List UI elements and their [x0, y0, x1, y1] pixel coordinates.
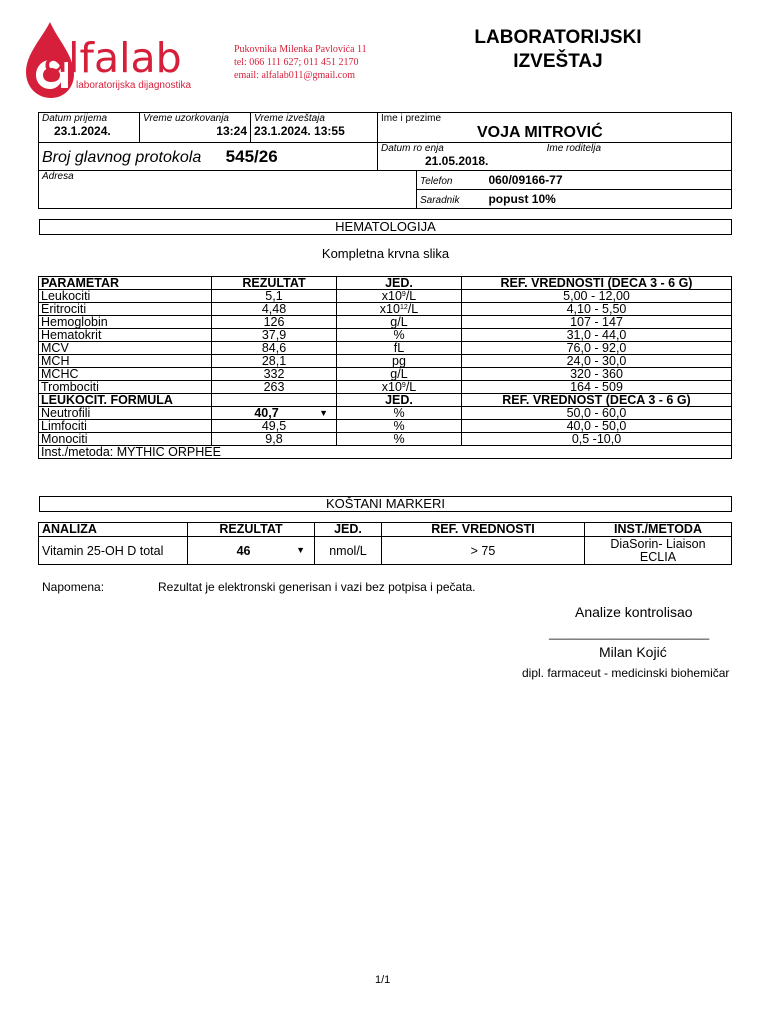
param-ref: 320 - 360	[462, 368, 732, 381]
param-result: 5,1	[212, 290, 337, 303]
param-ref: 76,0 - 92,0	[462, 342, 732, 355]
table-row: Vitamin 25-OH D total 46 ▼ nmol/L > 75 DiaSorin- Liaison ECLIA	[39, 537, 732, 565]
param-ref: 107 - 147	[462, 316, 732, 329]
table-row	[39, 329, 732, 342]
vitamin-d-result: 46	[236, 543, 251, 558]
param-ref: 164 - 509	[462, 381, 732, 394]
param-ref: 5,00 - 12,00	[462, 290, 732, 303]
bone-markers-table	[38, 522, 732, 565]
param-unit: %	[337, 329, 462, 342]
param-name: Limfociti	[39, 420, 212, 433]
table-row	[39, 368, 732, 381]
telefon: 060/09166-77	[488, 173, 563, 187]
logo-tagline: laboratorijska dijagnostika	[76, 80, 192, 91]
table-row	[39, 316, 732, 329]
param-result: 49,5	[212, 420, 337, 433]
param-result: 84,6	[212, 342, 337, 355]
patient-info-box: Datum prijema 23.1.2024. Vreme uzorkovanja 13:24 Vreme izveštaja 23.1.2024. 13:55 Ime i prezime VOJA MITROVIĆ Broj glavnog protokola 545/26 Datum ro enja Ime roditelja 21.05.2018. Adresa Telefon 060/09166-77 Saradnik popust 10%	[38, 112, 732, 209]
vreme-izvestaja: 23.1.2024. 13:55	[254, 124, 345, 138]
section-kostani-markeri: KOŠTANI MARKERI	[39, 496, 732, 512]
napomena-label: Napomena:	[42, 580, 105, 594]
param-result: 263	[212, 381, 337, 394]
vreme-uzorkovanja: 13:24	[216, 124, 247, 138]
contact-tel: tel: 066 111 627; 011 451 2170	[234, 57, 359, 68]
param-ref: 4,10 - 5,50	[462, 303, 732, 316]
low-flag-icon: ▼	[319, 408, 328, 418]
param-unit: fL	[337, 342, 462, 355]
method-text: Inst./metoda: MYTHIC ORPHEE	[39, 446, 732, 459]
datum-rodjenja: 21.05.2018.	[425, 154, 489, 168]
signer-name: Milan Kojić	[599, 644, 667, 660]
section-hematologija: HEMATOLOGIJA	[39, 219, 732, 235]
param-result: 37,9	[212, 329, 337, 342]
signature-line: ________________________	[549, 626, 710, 640]
table-row	[39, 407, 732, 420]
param-unit: %	[337, 433, 462, 446]
contact-email: email: alfalab011@gmail.com	[234, 70, 356, 81]
page-number: 1/1	[375, 974, 391, 986]
param-unit: pg	[337, 355, 462, 368]
signer-title: dipl. farmaceut - medicinski biohemičar	[522, 666, 730, 680]
analize-kontrolisao: Analize kontrolisao	[575, 604, 693, 620]
logo-text: alfalab	[43, 34, 182, 82]
param-result: 9,8	[212, 433, 337, 446]
param-name: Eritrociti	[39, 303, 212, 316]
param-name: Hematokrit	[39, 329, 212, 342]
param-name: MCHC	[39, 368, 212, 381]
param-ref: 31,0 - 44,0	[462, 329, 732, 342]
table-header: ANALIZA REZULTAT JED. REF. VREDNOSTI INST./METODA	[39, 523, 732, 537]
low-flag-icon: ▼	[296, 544, 305, 555]
param-name: MCH	[39, 355, 212, 368]
param-unit: $x10^{12}/L$	[337, 303, 462, 316]
table-row	[39, 381, 732, 394]
table-row	[39, 433, 732, 446]
param-unit: %	[337, 407, 462, 420]
param-result: 28,1	[212, 355, 337, 368]
document-title: LABORATORIJSKI IZVEŠTAJ	[474, 27, 642, 72]
param-unit: %	[337, 420, 462, 433]
hematology-table	[38, 276, 732, 459]
param-name: Neutrofili	[39, 407, 212, 420]
param-unit: $x10^9/L$	[337, 381, 462, 394]
param-result: 126	[212, 316, 337, 329]
param-name: Monociti	[39, 433, 212, 446]
protokol-number: 545/26	[225, 146, 278, 166]
param-name: Trombociti	[39, 381, 212, 394]
patient-name: VOJA MITROVIĆ	[477, 124, 603, 141]
datum-prijema: 23.1.2024.	[54, 124, 111, 138]
table-row	[39, 303, 732, 316]
napomena-text: Rezultat je elektronski generisan i vazi bez potpisa i pečata.	[158, 580, 476, 594]
contact-address: Pukovnika Milenka Pavlovića 11	[234, 44, 367, 55]
saradnik: popust 10%	[488, 192, 556, 206]
param-ref: 0,5 -10,0	[462, 433, 732, 446]
param-name: Leukociti	[39, 290, 212, 303]
param-result: 40,7 ▼	[212, 407, 337, 420]
param-unit: g/L	[337, 368, 462, 381]
method-row	[39, 446, 732, 459]
param-name: Hemoglobin	[39, 316, 212, 329]
table-row	[39, 290, 732, 303]
table-row	[39, 342, 732, 355]
formula-header: LEUKOCIT. FORMULA JED. REF. VREDNOST (DECA 3 - 6 G)	[39, 394, 732, 407]
param-ref: 24,0 - 30,0	[462, 355, 732, 368]
table-row	[39, 355, 732, 368]
subtitle-kks: Kompletna krvna slika	[321, 246, 450, 261]
table-header: PARAMETAR REZULTAT JED. REF. VREDNOSTI (DECA 3 - 6 G)	[39, 277, 732, 290]
param-ref: 50,0 - 60,0	[462, 407, 732, 420]
param-name: MCV	[39, 342, 212, 355]
param-result: 4,48	[212, 303, 337, 316]
contact-info	[234, 43, 367, 82]
table-row	[39, 420, 732, 433]
param-result: 332	[212, 368, 337, 381]
param-unit: g/L	[337, 316, 462, 329]
param-unit: $x10^9/L$	[337, 290, 462, 303]
param-ref: 40,0 - 50,0	[462, 420, 732, 433]
